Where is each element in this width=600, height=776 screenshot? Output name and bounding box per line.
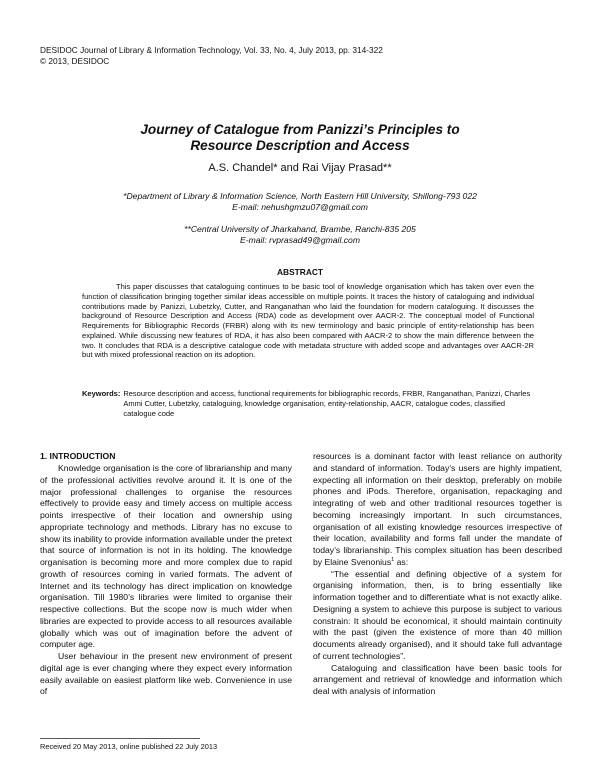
journal-header	[40, 45, 383, 67]
abstract-heading: ABSTRACT	[276, 267, 324, 277]
intro-paragraph-2: User behaviour in the present new environment of present digital age is ever changing where they expect every information easily available on easiest platform like web. Convenience in use of	[40, 651, 292, 697]
keywords-text: Resource description and access, functional requirements for bibliographic records, FRBR, Ranganathan, Panizzi, Charles Ammi Cutter, Lubetzky, cataloguing, knowledge organisation, entity-relationship, AACR, catalogue codes, classified catalogue code	[123, 389, 531, 418]
paragraph-3-tail: as:	[394, 556, 409, 567]
paragraph-3-text: resources is a dominant factor with least reliance on authority and standard of information. Today’s users are highly impatient, expecting all information on their desktop, preferably on mobile phones and iPods. Therefore, organisation, repackaging and integrating of web and other traditional resources together is becoming increasingly important. In such circumstances, organisation of all existing knowledge resources irrespective of their location, availability and forms fall under the mandate of today’s librarianship. This complex situation has been described by Elaine Svenonius	[313, 451, 562, 567]
author-names: A.S. Chandel* and Rai Vijay Prasad**	[208, 162, 392, 174]
keywords-block	[82, 389, 534, 418]
title-line-2: Resource Description and Access	[190, 138, 410, 153]
affiliation-2-email: E-mail: rvprasad49@gmail.com	[239, 235, 360, 245]
body-column-right	[313, 451, 562, 698]
svenonius-quote: “The essential and defining objective of a system for organising information, then, is to bring essentially like information together and to differentiate what is not exactly alike. Designing a system to achieve this purpose is subject to various constrain: It should be economical, it should maintain continuity with the past (given the existence of more than 40 million documents already organised), and it should take full advantage of current technologies”.	[313, 568, 562, 661]
body-column-left	[40, 463, 292, 698]
section-heading-introduction: 1. INTRODUCTION	[40, 451, 116, 461]
copyright-line: © 2013, DESIDOC	[40, 56, 110, 66]
intro-paragraph-1: Knowledge organisation is the core of librarianship and many of the professional activities revolve around it. It is one of the major professional challenges to organise the resources effectively to provide easy and timely access on multiple access points irrespective of their location and ownership using appropriate technology and methods. Library has no excuse to show its inability to provide information available under the pretext that source of information is not in its holding. The knowledge organisation is becoming more and more complex due to rapid growth of resources coming in varied formats. The advent of Internet and its technology has direct implication on knowledge organisation. Till 1980’s libraries were limited to organise their respective collections. But the scope now is much wider when libraries are expected to provide access to all resources available globally which was out of imagination before the advent of computer age.	[40, 463, 292, 650]
affiliation-1	[70, 191, 530, 213]
affiliation-2	[70, 224, 530, 246]
intro-paragraph-4: Cataloguing and classification have been basic tools for arrangement and retrieval of knowledge and information which deal with analysis of information	[313, 662, 562, 696]
affiliation-2-address: **Central University of Jharkahand, Brambe, Ranchi-835 205	[184, 224, 416, 234]
title-line-1: Journey of Catalogue from Panizzi’s Principles to	[140, 122, 460, 137]
intro-paragraph-3	[313, 451, 562, 569]
keywords-label: Keywords:	[82, 389, 121, 398]
received-date-footnote: Received 20 May 2013, online published 22 July 2013	[40, 742, 218, 751]
journal-citation: DESIDOC Journal of Library & Information Technology, Vol. 33, No. 4, July 2013, pp. 314-322	[40, 45, 383, 55]
footnote-rule	[40, 738, 200, 739]
abstract-text: This paper discusses that cataloguing continues to be basic tool of knowledge organisation which has taken over even the function of classification bringing together similar ideas accessible on multiple points. It traces the history of cataloguing and individual contributions made by Panizzi, Lubetzky, Cutter, and Ranganathan who laid the foundation for modern cataloguing. It discusses the background of Resource Description and Access (RDA) code as development over AACR-2. The conceptual model of Functional Requirements for Bibliographic Records (FRBR) along with its new terminology and basic principle of entity-relationship has been explained. While discussing new features of RDA, it has also been compared with AACR-2 to show the main difference between the two. It concludes that RDA is a descriptive catalogue code with metadata structure with added scope and advantages over AACR-2R but with mixed professional reaction on its adoption.	[82, 282, 534, 360]
paper-title	[60, 122, 540, 154]
affiliation-1-email: E-mail: nehushgmzu07@gmail.com	[232, 202, 368, 212]
reference-superscript: 1	[391, 556, 395, 563]
affiliation-1-address: *Department of Library & Information Science, North Eastern Hill University, Shillong-793 022	[123, 191, 477, 201]
